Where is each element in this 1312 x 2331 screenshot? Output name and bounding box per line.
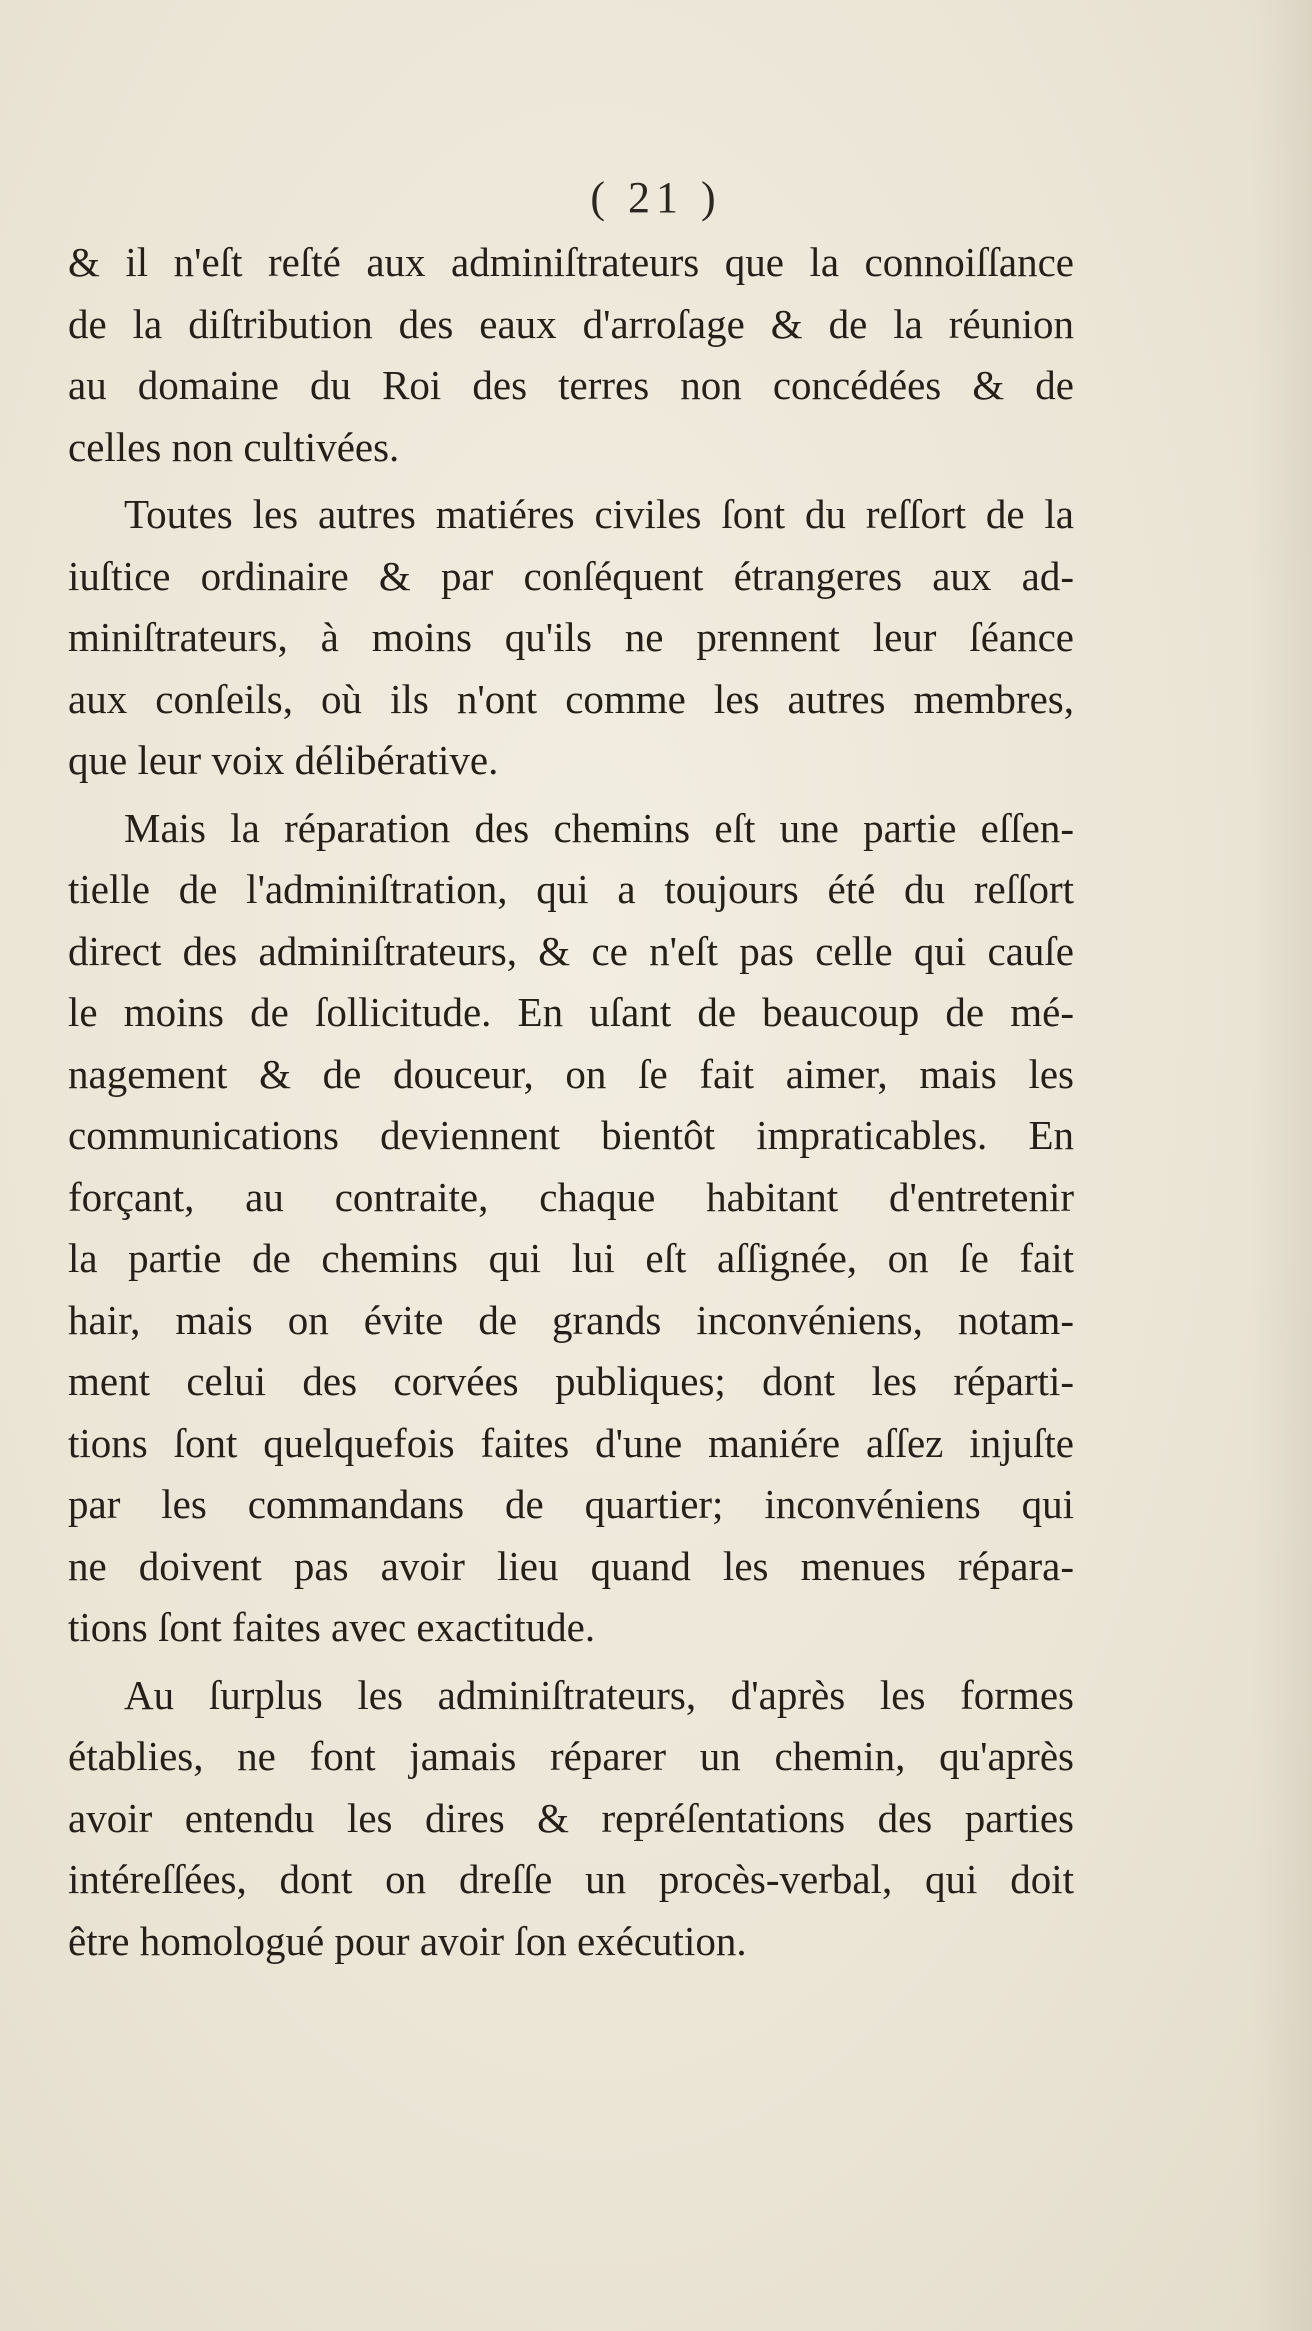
paragraph (68, 484, 1074, 792)
text-line: de la diſtribution des eaux d'arroſage & de la réunion (68, 300, 1074, 347)
text-line: établies, ne font jamais réparer un chemin, qu'après (68, 1733, 1074, 1779)
text-line: ment celui des corvées publiques; dont les réparti- (68, 1358, 1074, 1404)
text-line: aux conſeils, où ils n'ont comme les autres membres, (68, 675, 1074, 722)
text-line: avoir entendu les dires & repréſentations des parties (68, 1794, 1074, 1841)
text-line: forçant, au contraite, chaque habitant d'entretenir (68, 1173, 1074, 1220)
text-line: ne doivent pas avoir lieu quand les menues répara- (68, 1542, 1074, 1589)
paragraph (68, 1665, 1074, 1973)
text-line: par les commandans de quartier; inconvéniens qui (68, 1481, 1074, 1527)
page-number: ( 21 ) (590, 173, 722, 222)
body-text (68, 232, 1074, 1978)
text-line: être homologué pour avoir ſon exécution. (68, 1917, 747, 1964)
text-line: Au ſurplus les adminiſtrateurs, d'après les formes (124, 1671, 1074, 1718)
text-line: direct des adminiſtrateurs, & ce n'eſt pas celle qui cauſe (68, 927, 1074, 974)
text-line: Toutes les autres matiéres civiles ſont du reſſort de la (124, 491, 1074, 537)
text-line: hair, mais on évite de grands inconvéniens, notam- (68, 1296, 1074, 1343)
text-line: Mais la réparation des chemins eſt une partie eſſen- (124, 804, 1074, 851)
text-line: communications deviennent bientôt impraticables. En (68, 1112, 1074, 1158)
page-fold-shadow (1252, 0, 1312, 2331)
text-line: & il n'eſt reſté aux adminiſtrateurs que la connoiſſance (68, 239, 1074, 285)
text-line: que leur voix délibérative. (68, 737, 499, 783)
text-line: au domaine du Roi des terres non concédées & de (68, 362, 1074, 408)
paragraph (68, 798, 1074, 1659)
text-line: tions ſont faites avec exactitude. (68, 1604, 596, 1650)
paragraph (68, 232, 1074, 478)
text-line: le moins de ſollicitude. En uſant de beaucoup de mé- (68, 989, 1074, 1035)
text-line: iuſtice ordinaire & par conſéquent étrangeres aux ad- (68, 552, 1074, 599)
text-line: intéreſſées, dont on dreſſe un procès-verbal, qui doit (68, 1856, 1074, 1902)
text-line: tions ſont quelquefois faites d'une maniére aſſez injuſte (68, 1419, 1074, 1466)
text-line: nagement & de douceur, on ſe fait aimer, mais les (68, 1050, 1074, 1097)
text-line: tielle de l'adminiſtration, qui a toujours été du reſſort (68, 866, 1074, 912)
text-line: la partie de chemins qui lui eſt aſſignée, on ſe fait (68, 1235, 1074, 1281)
text-line: miniſtrateurs, à moins qu'ils ne prennent leur ſéance (68, 614, 1074, 660)
text-line: celles non cultivées. (68, 423, 400, 470)
